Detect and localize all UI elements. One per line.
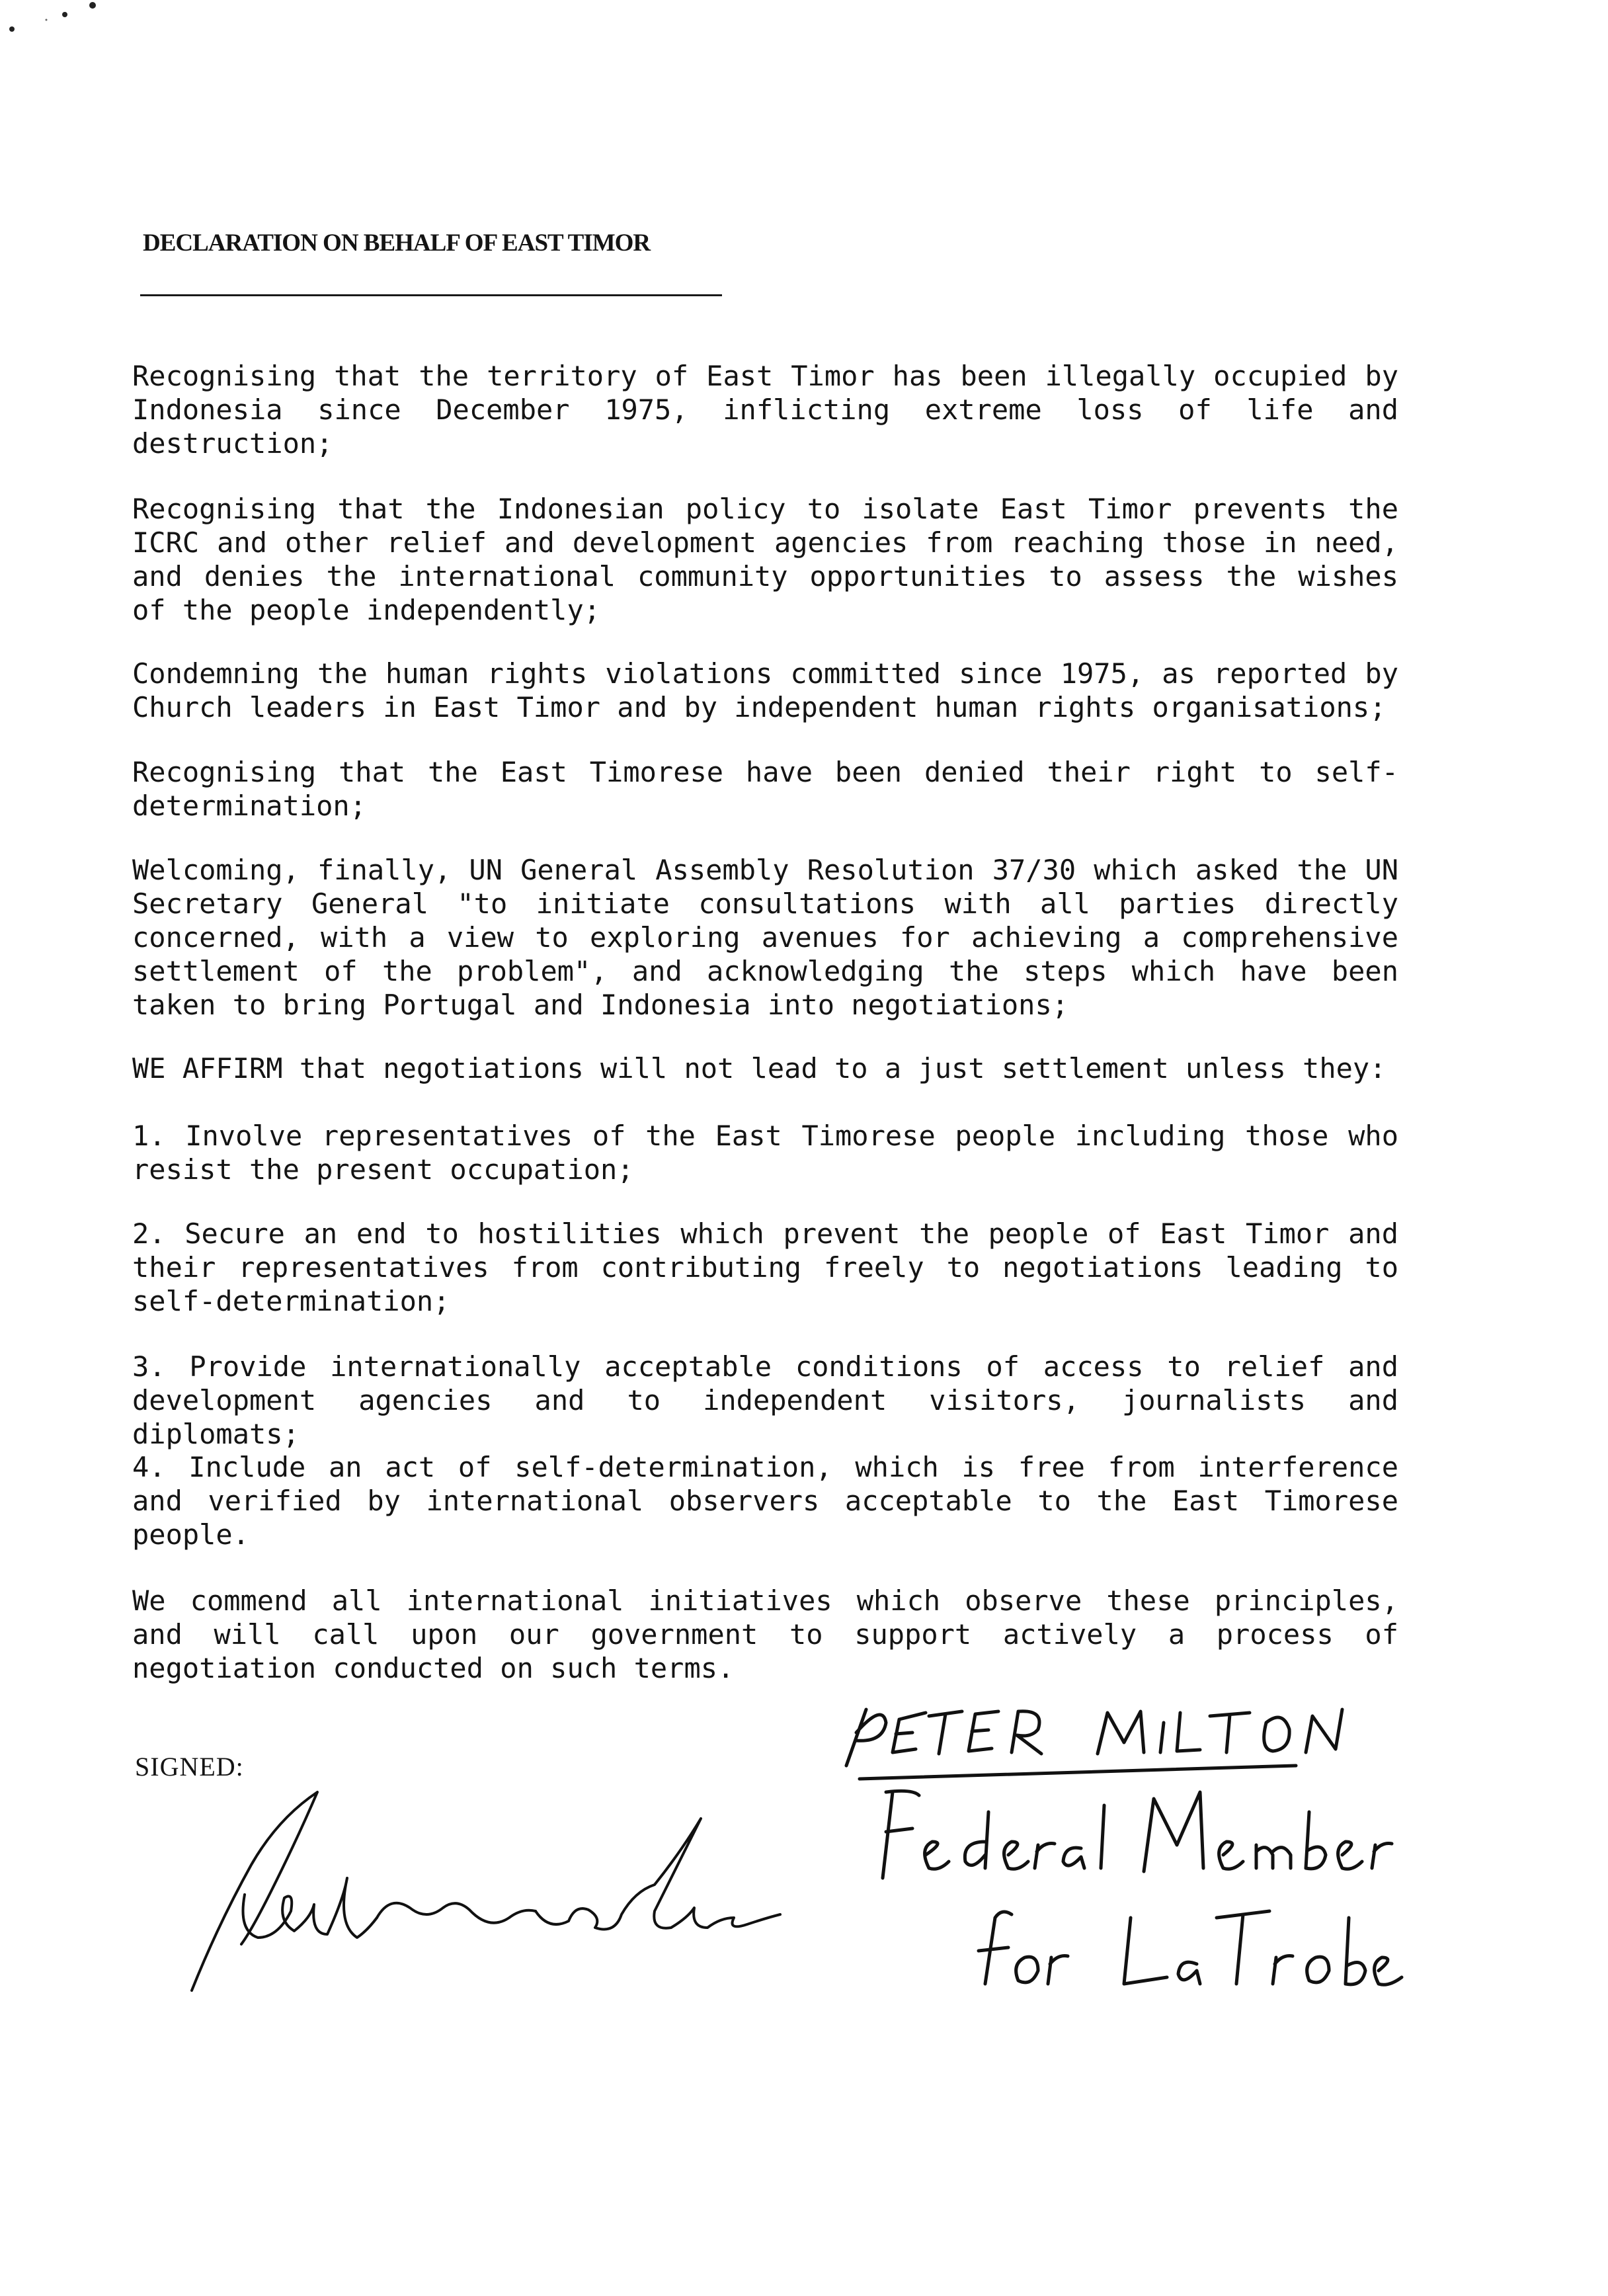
document-title: DECLARATION ON BEHALF OF EAST TIMOR (143, 229, 651, 257)
list-item-4: 4. Include an act of self-determination, which is free from interference and verified by international observers acceptable to the East Timorese people. (132, 1451, 1398, 1551)
paragraph-self-determination: Recognising that the East Timorese have been denied their right to self-determination; (132, 756, 1398, 822)
signed-label: SIGNED: (135, 1752, 244, 1782)
paragraph-human-rights: Condemning the human rights violations committed since 1975, as reported by Church leaders in East Timor and by independent human rights organisations; (132, 657, 1398, 723)
title-underline (140, 294, 722, 296)
list-item-1: 1. Involve representatives of the East Timorese people including those who resist the present occupation; (132, 1120, 1398, 1186)
paragraph-un-resolution: Welcoming, finally, UN General Assembly Resolution 37/30 which asked the UN Secretary General "to initiate consultations with all parties directly concerned, with a view to exploring avenues for achieving a comprehensive settlement of the problem", and acknowledging the steps which have been taken to bring Portugal and Indonesia into negotiations; (132, 854, 1398, 1021)
scan-specks (0, 0, 119, 53)
handwritten-name-block (820, 1693, 1441, 2076)
paragraph-occupation: Recognising that the territory of East Timor has been illegally occupied by Indonesia since December 1975, inflicting extreme loss of life and destruction; (132, 360, 1398, 460)
paragraph-commend: We commend all international initiatives which observe these principles, and will call upon our government to support actively a process of negotiation conducted on such terms. (132, 1584, 1398, 1684)
list-item-3: 3. Provide internationally acceptable conditions of access to relief and development agencies and to independent visitors, journalists and diplomats; (132, 1350, 1398, 1450)
signature (179, 1779, 840, 1997)
list-item-2: 2. Secure an end to hostilities which prevent the people of East Timor and their representatives from contributing freely to negotiations leading to self-determination; (132, 1217, 1398, 1317)
paragraph-affirm: WE AFFIRM that negotiations will not lead to a just settlement unless they: (132, 1052, 1387, 1085)
paragraph-isolation: Recognising that the Indonesian policy to isolate East Timor prevents the ICRC and other relief and development agencies from reaching those in need, and denies the international community opportunities to assess the wishes of the people independently; (132, 493, 1398, 626)
